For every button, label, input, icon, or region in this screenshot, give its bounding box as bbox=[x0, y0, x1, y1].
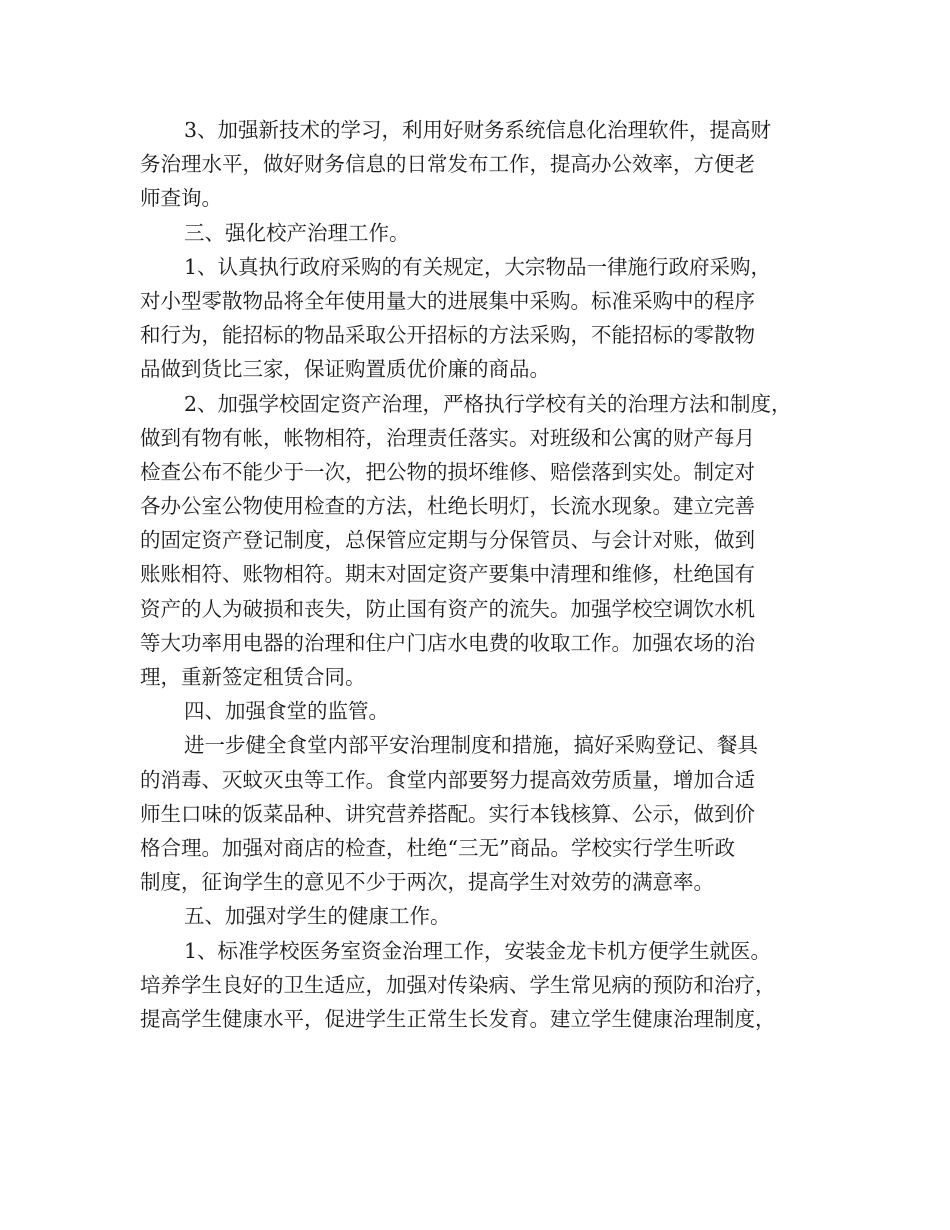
text-line: 2、加强学校固定资产治理，严格执行学校有关的治理方法和制度， bbox=[184, 391, 792, 416]
text-line: 和行为，能招标的物品采取公开招标的方法采购，不能招标的零散物 bbox=[140, 323, 755, 348]
text-line: 师查询。 bbox=[140, 186, 222, 211]
text-line: 格合理。加强对商店的检查，杜绝“三无”商品。学校实行学生听政 bbox=[140, 835, 735, 860]
text-line: 检查公布不能少于一次，把公物的损坏维修、赔偿落到实处。制定对 bbox=[140, 459, 755, 484]
text-line: 3、加强新技术的学习，利用好财务系统信息化治理软件，提高财 bbox=[184, 118, 772, 142]
section-heading: 四、加强食堂的监管。 bbox=[184, 699, 389, 724]
text-line: 务治理水平，做好财务信息的日常发布工作，提高办公效率，方便老 bbox=[140, 152, 755, 177]
text-line: 1、标准学校医务室资金治理工作，安装金龙卡机方便学生就医。 bbox=[184, 938, 772, 963]
text-line: 制度，征询学生的意见不少于两次，提高学生对效劳的满意率。 bbox=[140, 870, 714, 895]
text-line: 师生口味的饭菜品种、讲究营养搭配。实行本钱核算、公示，做到价 bbox=[140, 801, 755, 826]
document-body bbox=[140, 113, 825, 1036]
text-line: 对小型零散物品将全年使用量大的进展集中采购。标准采购中的程序 bbox=[140, 288, 755, 313]
text-line: 提高学生健康水平，促进学生正常生长发育。建立学生健康治理制度， bbox=[140, 1006, 776, 1031]
text-line: 账账相符、账物相符。期末对固定资产要集中清理和维修，杜绝国有 bbox=[140, 562, 755, 587]
text-line: 的消毒、灭蚊灭虫等工作。食堂内部要努力提高效劳质量，增加合适 bbox=[140, 767, 755, 792]
section-heading: 三、强化校产治理工作。 bbox=[184, 220, 410, 245]
section-heading: 五、加强对学生的健康工作。 bbox=[184, 904, 451, 929]
text-line: 等大功率用电器的治理和住户门店水电费的收取工作。加强农场的治 bbox=[140, 630, 755, 655]
text-line: 理，重新签定租赁合同。 bbox=[140, 665, 366, 689]
text-line: 资产的人为破损和丧失，防止国有资产的流失。加强学校空调饮水机 bbox=[140, 596, 755, 621]
text-line: 各办公室公物使用检查的方法，杜绝长明灯，长流水现象。建立完善 bbox=[140, 494, 755, 519]
text-line: 进一步健全食堂内部平安治理制度和措施，搞好采购登记、餐具 bbox=[184, 733, 758, 758]
text-line: 品做到货比三家，保证购置质优价廉的商品。 bbox=[140, 357, 550, 382]
text-line: 做到有物有帐，帐物相符，治理责任落实。对班级和公寓的财产每月 bbox=[140, 425, 755, 450]
text-line: 1、认真执行政府采购的有关规定，大宗物品一律施行政府采购， bbox=[184, 254, 772, 279]
text-line: 培养学生良好的卫生适应，加强对传染病、学生常见病的预防和治疗， bbox=[140, 972, 776, 997]
text-line: 的固定资产登记制度，总保管应定期与分保管员、与会计对账，做到 bbox=[140, 528, 755, 553]
